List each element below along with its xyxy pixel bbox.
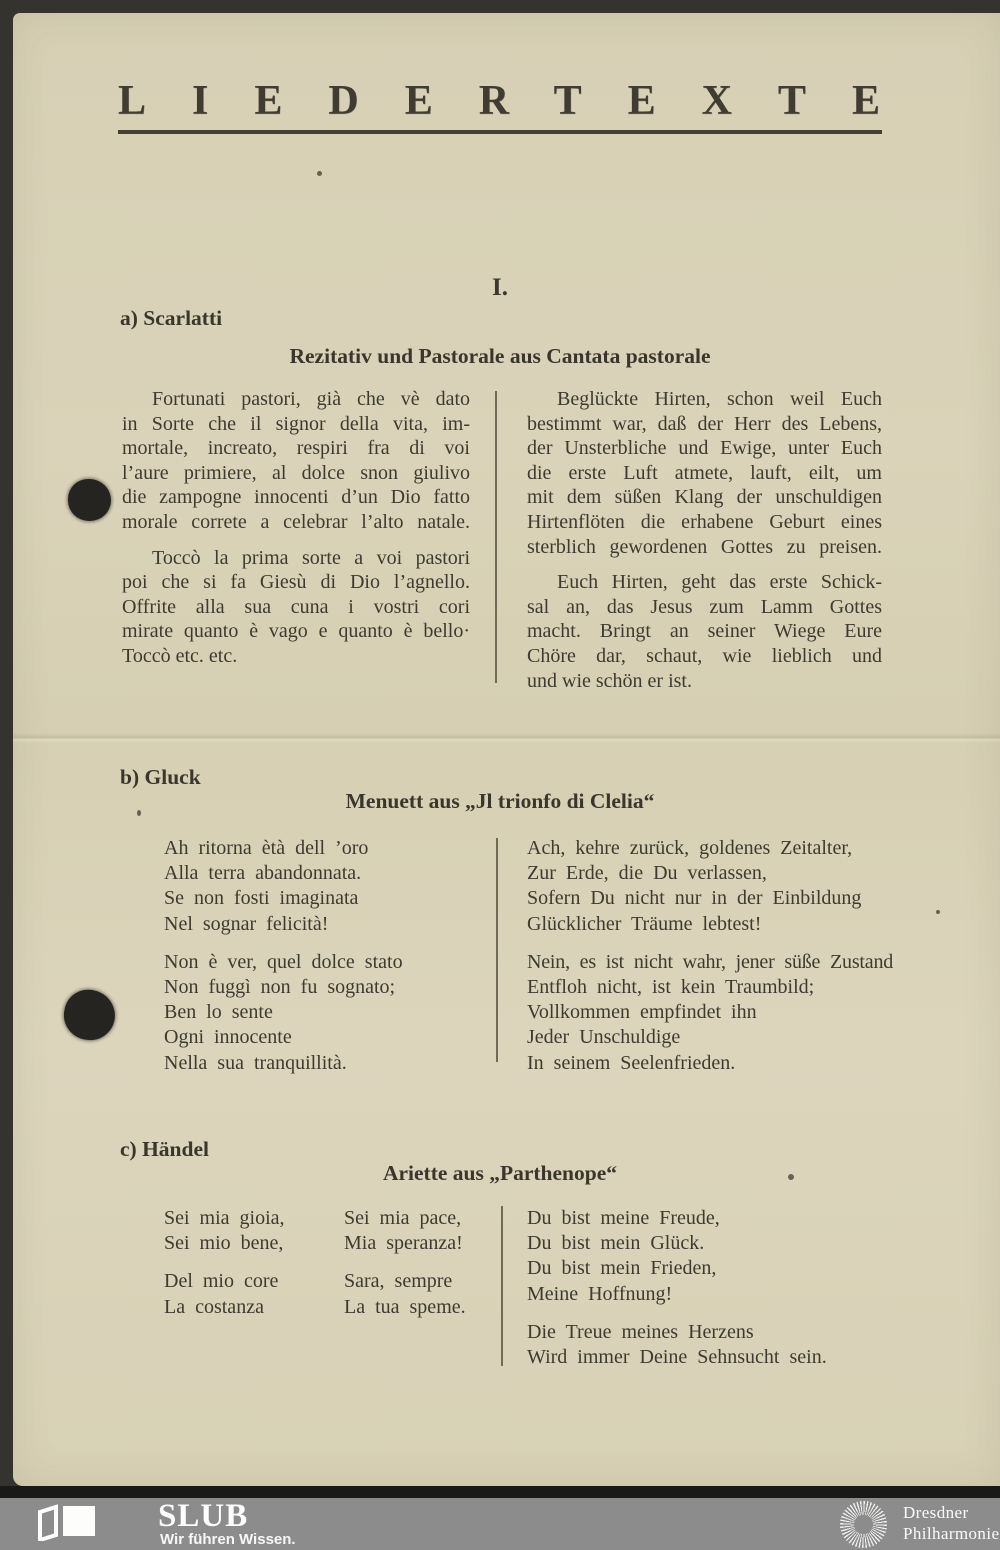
text-line: sal an, das Jesus zum Lamm Gottes: [527, 595, 882, 618]
text-line: Entfloh nicht, ist kein Traumbild;: [527, 976, 815, 999]
text-line: Sei mia gioia,: [164, 1207, 285, 1229]
text-line: Se non fosti imaginata: [164, 887, 359, 910]
text-line: poi che si fa Giesù di Dio l’agnello.: [122, 571, 470, 594]
text-line: der Unsterbliche und Ewige, unter Euch: [527, 437, 882, 460]
gluck-german-column: [527, 836, 915, 1076]
text-line: Nel sognar felicità!: [164, 912, 329, 935]
column-divider: [501, 1206, 503, 1366]
text-line: In seinem Seelenfrieden.: [527, 1051, 736, 1074]
text-line: Du bist mein Frieden,: [527, 1257, 717, 1280]
text-line: die erste Luft atmete, lauft, eilt, um: [527, 461, 882, 484]
text-line: Die Treue meines Herzens: [527, 1320, 754, 1343]
document-title: LIEDERTEXTE: [118, 78, 882, 134]
text-line: macht. Bringt an seiner Wiege Eure: [527, 620, 882, 643]
piece-title-gluck: Menuett aus „Jl trionfo di Clelia“: [345, 789, 655, 813]
text-line: Nein, es ist nicht wahr, jener süße Zustand: [527, 950, 894, 973]
text-line: Sei mia pace,: [344, 1207, 462, 1229]
text-line: Du bist mein Glück.: [527, 1232, 705, 1255]
text-line: La costanza: [164, 1295, 264, 1318]
text-line: Hirtenflöten die erhabene Geburt eines: [527, 510, 882, 533]
philharmonie-line1: Dresdner: [903, 1503, 969, 1522]
text-line: Sara, sempre: [344, 1270, 453, 1293]
text-line: Ben lo sente: [164, 1001, 273, 1024]
philharmonie-wordmark: [903, 1502, 999, 1544]
text-line: Mia speranza!: [344, 1232, 463, 1255]
text-line: Toccò la prima sorte a voi pastori: [152, 546, 470, 569]
text-line: Vollkommen empfindet ihn: [527, 1001, 757, 1024]
section-label-haendel: c) Händel: [120, 1137, 209, 1161]
text-line: Beglückte Hirten, schon weil Euch: [557, 388, 882, 410]
text-line: Non è ver, quel dolce stato: [164, 950, 403, 973]
text-line: Ogni innocente: [164, 1026, 292, 1049]
section-label-gluck: b) Gluck: [120, 765, 201, 789]
text-line: Meine Hoffnung!: [527, 1282, 673, 1305]
text-line: Non fuggì non fu sognato;: [164, 976, 396, 999]
piece-title-scarlatti: Rezitativ und Pastorale aus Cantata pastorale: [289, 344, 711, 368]
text-line: Del mio core: [164, 1270, 279, 1293]
text-line: Chöre dar, schaut, wie lieblich und: [527, 644, 882, 667]
text-line: Wird immer Deine Sehnsucht sein.: [527, 1346, 827, 1369]
punch-hole: [68, 479, 111, 521]
haendel-italian-column-2: [344, 1206, 504, 1320]
gluck-italian-column: [164, 836, 494, 1076]
scan-speck: [317, 171, 322, 176]
part-number: I.: [492, 274, 508, 301]
text-line: bestimmt war, daß der Herr des Lebens,: [527, 412, 882, 435]
text-line: mortale, increato, respiri fra di voi: [122, 437, 470, 460]
philharmonie-line2: Philharmonie: [903, 1524, 1000, 1543]
text-line: mirate quanto è vago e quanto è bello·: [122, 620, 470, 643]
scan-speck: [936, 910, 940, 914]
text-line: Sofern Du nicht nur in der Einbildung: [527, 887, 862, 910]
column-divider: [496, 838, 498, 1062]
piece-title-haendel: Ariette aus „Parthenope“: [382, 1161, 618, 1185]
text-line: Ah ritorna ètà dell ’oro: [164, 837, 369, 859]
scarlatti-italian-column: [122, 387, 470, 669]
footer-dark-strip: [0, 1486, 1000, 1498]
haendel-italian-column-1: [164, 1206, 336, 1320]
text-line: La tua speme.: [344, 1295, 466, 1318]
text-line: in Sorte che il signor della vita, im-: [122, 412, 470, 435]
column-divider: [495, 391, 497, 683]
slub-wordmark: SLUB: [158, 1498, 249, 1534]
text-line: Jeder Unschuldige: [527, 1026, 681, 1049]
text-line: Zur Erde, die Du verlassen,: [527, 862, 767, 885]
philharmonie-sunburst-icon: [840, 1501, 887, 1548]
slub-tagline: Wir führen Wissen.: [160, 1531, 296, 1548]
text-line: Nella sua tranquillità.: [164, 1051, 347, 1074]
text-line: Alla terra abandonnata.: [164, 862, 362, 885]
text-line: l’aure primiere, al dolce snon giulivo: [122, 461, 470, 484]
text-line: morale correte a celebrar l’alto natale.: [122, 510, 470, 533]
text-line: Euch Hirten, geht das erste Schick-: [557, 571, 882, 594]
section-label-scarlatti: a) Scarlatti: [120, 306, 223, 330]
slub-book-icon: [36, 1504, 106, 1541]
text-line: mit dem süßen Klang der unschuldigen: [527, 486, 882, 509]
text-line: Offrite alla sua cuna i vostri cori: [122, 595, 470, 618]
text-line: Fortunati pastori, già che vè dato: [152, 388, 470, 410]
text-line: Glücklicher Träume lebtest!: [527, 912, 762, 935]
text-line: sterblich gewordenen Gottes zu preisen.: [527, 535, 882, 558]
text-line: Ach, kehre zurück, goldenes Zeitalter,: [527, 837, 853, 859]
text-line: Sei mio bene,: [164, 1232, 284, 1255]
text-line: Du bist meine Freude,: [527, 1207, 720, 1229]
text-line: die zampogne innocenti d’un Dio fatto: [122, 486, 470, 509]
text-line: und wie schön er ist.: [527, 669, 692, 692]
text-line: Toccò etc. etc.: [122, 644, 238, 667]
haendel-german-column: [527, 1206, 915, 1370]
scarlatti-german-column: [527, 387, 882, 693]
